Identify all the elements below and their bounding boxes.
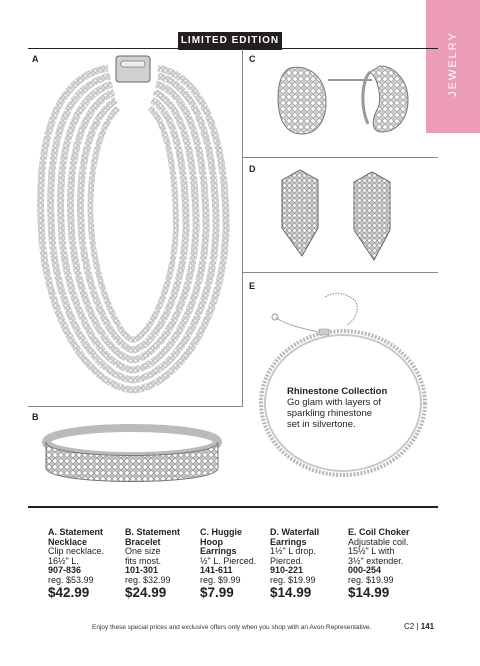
product-name: Necklace <box>48 536 88 547</box>
product-a-price-block <box>48 528 104 600</box>
product-desc: 1½" L drop. <box>270 546 316 556</box>
product-name: B. Statement <box>125 527 181 537</box>
product-desc: 3½" extender. <box>348 555 404 566</box>
huggie-hoop-earrings-image <box>262 58 422 148</box>
product-d-price-block <box>270 528 319 600</box>
regular-price: reg. $19.99 <box>348 574 394 585</box>
bottom-rule <box>28 506 438 508</box>
product-desc: Pierced. <box>270 555 304 566</box>
product-c-price-block <box>200 528 256 600</box>
regular-price: reg. $19.99 <box>270 574 316 585</box>
product-desc: ½" L. Pierced. <box>200 555 257 566</box>
vertical-divider <box>242 49 243 406</box>
product-desc: Adjustable coil. <box>348 536 409 547</box>
product-name: Earrings <box>270 536 307 547</box>
product-name: E. Coil Choker <box>348 527 410 537</box>
product-name: D. Waterfall <box>270 527 320 537</box>
page-folio: C2 | 141 <box>404 622 435 631</box>
regular-price: reg. $53.99 <box>48 574 94 585</box>
product-b-price-block <box>125 528 180 600</box>
product-desc: Clip necklace. <box>48 546 105 556</box>
regular-price: reg. $9.99 <box>200 574 241 585</box>
product-desc: 15½" L with <box>348 546 395 556</box>
product-name: A. Statement <box>48 527 104 537</box>
panel-e-letter: E <box>249 281 256 291</box>
product-name: Hoop <box>200 536 223 547</box>
divider-c-d <box>242 157 438 158</box>
regular-price: reg. $32.99 <box>125 574 171 585</box>
item-number: 141-611 <box>200 565 233 575</box>
sale-price: $24.99 <box>125 585 167 600</box>
sale-price: $14.99 <box>270 585 312 600</box>
panel-d-letter: D <box>249 164 256 174</box>
item-number: 000-254 <box>348 565 382 575</box>
panel-b-letter: B <box>32 412 39 422</box>
waterfall-earrings-image <box>262 168 422 268</box>
collection-line: sparkling rhinestone <box>287 408 373 419</box>
product-desc: One size <box>125 546 161 556</box>
jewelry-side-tab <box>426 0 480 133</box>
product-name: Earrings <box>200 546 237 556</box>
collection-line: Go glam with layers of <box>287 397 381 408</box>
page-number: 141 <box>420 622 435 631</box>
statement-bracelet-image <box>34 416 230 502</box>
panel-a-letter: A <box>32 54 39 64</box>
statement-necklace-image <box>28 48 242 406</box>
footer-disclaimer: Enjoy these special prices and exclusive offers only when you shop with an Avon Representative. <box>92 624 372 631</box>
item-number: 910-221 <box>270 565 304 575</box>
section-code: C2 <box>404 622 415 631</box>
item-number: 907-836 <box>48 565 82 575</box>
limited-edition-banner: LIMITED EDITION <box>178 32 282 50</box>
product-name: C. Huggie <box>200 527 242 537</box>
product-e-price-block <box>348 528 410 600</box>
sale-price: $42.99 <box>48 585 90 600</box>
side-tab-label: JEWELRY <box>447 31 459 97</box>
collection-title: Rhinestone Collection <box>287 386 388 397</box>
rhinestone-collection-callout <box>287 386 407 430</box>
product-name: Bracelet <box>125 536 161 547</box>
sale-price: $7.99 <box>200 585 234 600</box>
collection-line: set in silvertone. <box>287 419 356 430</box>
product-desc: fits most. <box>125 555 162 566</box>
divider-d-e <box>242 272 438 273</box>
product-desc: 16½" L. <box>48 555 79 566</box>
divider-a-b <box>28 406 243 407</box>
panel-c-letter: C <box>249 54 256 64</box>
sale-price: $14.99 <box>348 585 390 600</box>
item-number: 101-301 <box>125 565 159 575</box>
